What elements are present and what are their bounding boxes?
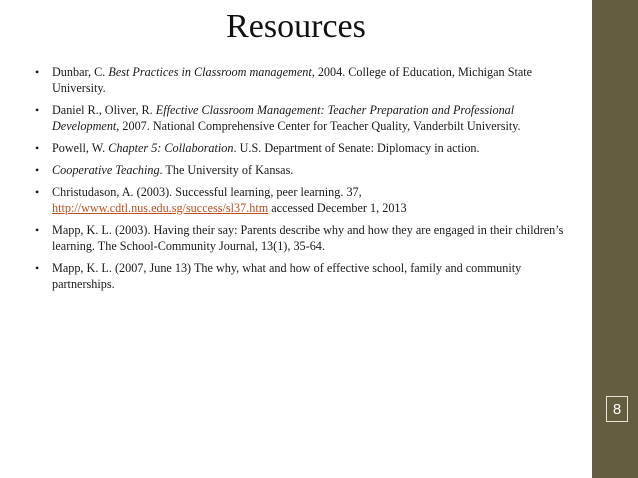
reference-text: [52, 103, 521, 133]
slide-title: Resources: [226, 8, 366, 45]
ref-segment: Daniel R., Oliver, R.: [52, 103, 156, 117]
reference-list: [34, 64, 564, 298]
bullet-icon: •: [35, 185, 40, 199]
ref-segment: Mapp, K. L. (2007, June 13) The why, what and how of effective school, family and community partnerships.: [52, 261, 522, 291]
reference-link[interactable]: http://www.cdtl.nus.edu.sg/success/sl37.htm: [52, 201, 269, 215]
reference-item: [34, 140, 564, 156]
reference-text: [52, 163, 293, 177]
ref-segment: , 2007. National Comprehensive Center for Teacher Quality, Vanderbilt University.: [116, 119, 521, 133]
reference-item: [34, 260, 564, 292]
ref-segment-italic: Cooperative Teaching: [52, 163, 160, 177]
ref-segment: , 2004. College of Education, Michigan State University.: [52, 65, 533, 95]
reference-item: [34, 64, 564, 96]
ref-segment: . U.S. Department of Senate: Diplomacy in action.: [233, 141, 480, 155]
ref-segment-italic: Chapter 5: Collaboration: [108, 141, 234, 155]
bullet-icon: •: [35, 65, 40, 79]
reference-text: [52, 65, 532, 95]
bullet-icon: •: [35, 223, 40, 237]
reference-text: [52, 261, 521, 291]
reference-item: [34, 222, 564, 254]
reference-item: [34, 102, 564, 134]
ref-segment: Powell, W.: [52, 141, 109, 155]
slide-number: 8: [606, 396, 628, 422]
ref-segment: . The University of Kansas.: [159, 163, 294, 177]
reference-text: [52, 223, 563, 253]
ref-segment: Christudason, A. (2003). Successful learning, peer learning. 37,: [52, 185, 362, 199]
reference-item: [34, 162, 564, 178]
reference-text: [52, 185, 407, 215]
ref-segment: Dunbar, C.: [52, 65, 109, 79]
reference-item: [34, 184, 564, 216]
sidebar-band: [592, 0, 638, 478]
ref-segment: Mapp, K. L. (2003). Having their say: Parents describe why and how they are engaged in their children’s learning. The School-Community Journal, 13(1), 35-64.: [52, 223, 564, 253]
reference-text: [52, 141, 480, 155]
ref-segment: accessed December 1, 2013: [268, 201, 407, 215]
bullet-icon: •: [35, 163, 40, 177]
bullet-icon: •: [35, 141, 40, 155]
ref-segment-italic: Best Practices in Classroom management: [108, 65, 312, 79]
ref-segment-italic: Effective Classroom Management: Teacher Preparation and Professional Development: [52, 103, 515, 133]
bullet-icon: •: [35, 261, 40, 275]
bullet-icon: •: [35, 103, 40, 117]
